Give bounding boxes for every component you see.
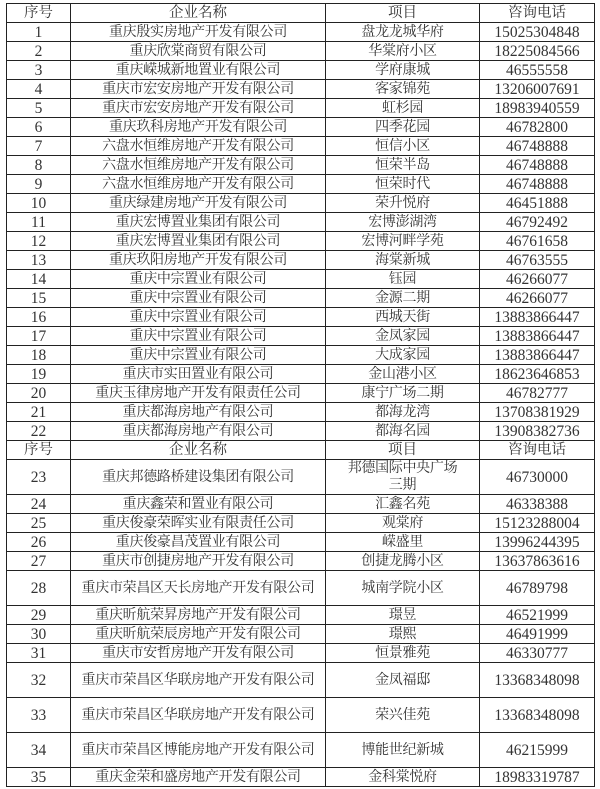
phone-number-cell: 15025304848: [480, 23, 595, 42]
company-name-cell: 重庆嵘城新地置业有限公司: [71, 61, 326, 80]
table-row: [7, 571, 595, 606]
phone-number-cell: 13883866447: [480, 308, 595, 327]
table-row: [7, 308, 595, 327]
header-serial-number: 序号: [7, 4, 71, 23]
project-name-cell: 恒荣半岛: [326, 156, 480, 175]
serial-number-cell: 15: [7, 289, 71, 308]
table-row: [7, 625, 595, 644]
company-name-cell: 重庆昕航荣昇房地产开发有限公司: [71, 606, 326, 625]
table-row: [7, 327, 595, 346]
phone-number-cell: 15123288004: [480, 514, 595, 533]
project-name-cell: 金源二期: [326, 289, 480, 308]
project-name-cell: 客家锦苑: [326, 80, 480, 99]
company-name-cell: 重庆都海房地产有限公司: [71, 422, 326, 441]
table-row: [7, 251, 595, 270]
project-name-cell: 西城天街: [326, 308, 480, 327]
project-name-cell: 虹杉园: [326, 99, 480, 118]
phone-number-cell: 46266077: [480, 270, 595, 289]
serial-number-cell: 7: [7, 137, 71, 156]
company-name-cell: 重庆市安哲房地产开发有限公司: [71, 644, 326, 663]
project-name-cell: 嵘盛里: [326, 533, 480, 552]
header-project: 项目: [326, 441, 480, 460]
table-header-row: [7, 4, 595, 23]
table-row: [7, 175, 595, 194]
project-name-cell: 创捷龙腾小区: [326, 552, 480, 571]
serial-number-cell: 26: [7, 533, 71, 552]
table-row: [7, 80, 595, 99]
project-name-cell: 金凤家园: [326, 327, 480, 346]
phone-number-cell: 13368348098: [480, 663, 595, 698]
serial-number-cell: 2: [7, 42, 71, 61]
project-name-cell: 钰园: [326, 270, 480, 289]
project-name-cell: 恒荣时代: [326, 175, 480, 194]
table-row: [7, 514, 595, 533]
table-row: [7, 118, 595, 137]
serial-number-cell: 10: [7, 194, 71, 213]
serial-number-cell: 1: [7, 23, 71, 42]
serial-number-cell: 8: [7, 156, 71, 175]
project-name-cell: 宏博河畔学苑: [326, 232, 480, 251]
serial-number-cell: 29: [7, 606, 71, 625]
serial-number-cell: 25: [7, 514, 71, 533]
project-name-cell: 璟昱: [326, 606, 480, 625]
serial-number-cell: 11: [7, 213, 71, 232]
serial-number-cell: 32: [7, 663, 71, 698]
table-row: [7, 365, 595, 384]
phone-number-cell: 13708381929: [480, 403, 595, 422]
phone-number-cell: 13637863616: [480, 552, 595, 571]
table-row: [7, 644, 595, 663]
phone-number-cell: 46521999: [480, 606, 595, 625]
table-row: [7, 698, 595, 733]
project-name-cell: 荣兴佳苑: [326, 698, 480, 733]
project-name-cell: 城南学院小区: [326, 571, 480, 606]
project-name-cell: 汇鑫名苑: [326, 495, 480, 514]
serial-number-cell: 12: [7, 232, 71, 251]
company-name-cell: 重庆市荣昌区博能房地产开发有限公司: [71, 733, 326, 768]
phone-number-cell: 46555558: [480, 61, 595, 80]
header-phone: 咨询电话: [480, 441, 595, 460]
real-estate-contact-table: [6, 3, 595, 787]
company-name-cell: 六盘水恒维房地产开发有限公司: [71, 175, 326, 194]
company-name-cell: 重庆都海房地产有限公司: [71, 403, 326, 422]
table-row: [7, 733, 595, 768]
table-row: [7, 606, 595, 625]
company-name-cell: 重庆邦德路桥建设集团有限公司: [71, 460, 326, 495]
company-name-cell: 重庆市荣昌区华联房地产开发有限公司: [71, 698, 326, 733]
project-name-cell: 华棠府小区: [326, 42, 480, 61]
phone-number-cell: 46792492: [480, 213, 595, 232]
header-project: 项目: [326, 4, 480, 23]
header-company-name: 企业名称: [71, 441, 326, 460]
serial-number-cell: 20: [7, 384, 71, 403]
project-name-cell: 宏博澎湖湾: [326, 213, 480, 232]
company-name-cell: 六盘水恒维房地产开发有限公司: [71, 156, 326, 175]
table-row: [7, 270, 595, 289]
phone-number-cell: 46748888: [480, 137, 595, 156]
table-row: [7, 232, 595, 251]
company-name-cell: 重庆中宗置业有限公司: [71, 327, 326, 346]
company-name-cell: 重庆玖科房地产开发有限公司: [71, 118, 326, 137]
project-name-cell: 都海龙湾: [326, 403, 480, 422]
serial-number-cell: 3: [7, 61, 71, 80]
serial-number-cell: 31: [7, 644, 71, 663]
project-name-cell: 邦德国际中央广场三期: [326, 460, 480, 495]
serial-number-cell: 27: [7, 552, 71, 571]
table-row: [7, 156, 595, 175]
phone-number-cell: 18983940559: [480, 99, 595, 118]
table-row: [7, 61, 595, 80]
table-row: [7, 403, 595, 422]
project-name-cell: 恒景雅苑: [326, 644, 480, 663]
project-name-cell: 都海名园: [326, 422, 480, 441]
phone-number-cell: 18623646853: [480, 365, 595, 384]
project-name-cell: 金科棠悦府: [326, 768, 480, 787]
serial-number-cell: 18: [7, 346, 71, 365]
company-name-cell: 重庆市荣昌区天长房地产开发有限公司: [71, 571, 326, 606]
table-row: [7, 42, 595, 61]
phone-number-cell: 46266077: [480, 289, 595, 308]
project-name-cell: 荣升悦府: [326, 194, 480, 213]
serial-number-cell: 30: [7, 625, 71, 644]
company-name-cell: 重庆欣棠商贸有限公司: [71, 42, 326, 61]
company-name-cell: 重庆俊豪荣晖实业有限责任公司: [71, 514, 326, 533]
company-name-cell: 六盘水恒维房地产开发有限公司: [71, 137, 326, 156]
phone-number-cell: 46215999: [480, 733, 595, 768]
table-row: [7, 384, 595, 403]
company-name-cell: 重庆中宗置业有限公司: [71, 270, 326, 289]
phone-number-cell: 13883866447: [480, 346, 595, 365]
serial-number-cell: 21: [7, 403, 71, 422]
company-name-cell: 重庆殷实房地产开发有限公司: [71, 23, 326, 42]
phone-number-cell: 18983319787: [480, 768, 595, 787]
company-name-cell: 重庆玉律房地产开发有限责任公司: [71, 384, 326, 403]
phone-number-cell: 13368348098: [480, 698, 595, 733]
project-name-cell: 大成家园: [326, 346, 480, 365]
project-name-cell: 康宁广场二期: [326, 384, 480, 403]
phone-number-cell: 46763555: [480, 251, 595, 270]
phone-number-cell: 46789798: [480, 571, 595, 606]
phone-number-cell: 13883866447: [480, 327, 595, 346]
phone-number-cell: 46330777: [480, 644, 595, 663]
company-name-cell: 重庆市实田置业有限公司: [71, 365, 326, 384]
serial-number-cell: 34: [7, 733, 71, 768]
project-name-cell: 盘龙龙城华府: [326, 23, 480, 42]
project-name-cell: 博能世纪新城: [326, 733, 480, 768]
table-body: [7, 4, 595, 787]
serial-number-cell: 17: [7, 327, 71, 346]
serial-number-cell: 6: [7, 118, 71, 137]
phone-number-cell: 46730000: [480, 460, 595, 495]
project-name-cell: 学府康城: [326, 61, 480, 80]
project-name-cell: 金山港小区: [326, 365, 480, 384]
serial-number-cell: 35: [7, 768, 71, 787]
serial-number-cell: 5: [7, 99, 71, 118]
project-name-cell: 海棠新城: [326, 251, 480, 270]
project-name-cell: 金凤福邸: [326, 663, 480, 698]
phone-number-cell: 46451888: [480, 194, 595, 213]
company-name-cell: 重庆中宗置业有限公司: [71, 346, 326, 365]
header-company-name: 企业名称: [71, 4, 326, 23]
phone-number-cell: 46338388: [480, 495, 595, 514]
header-phone: 咨询电话: [480, 4, 595, 23]
company-name-cell: 重庆昕航荣辰房地产开发有限公司: [71, 625, 326, 644]
serial-number-cell: 16: [7, 308, 71, 327]
table-row: [7, 289, 595, 308]
company-name-cell: 重庆金荣和盛房地产开发有限公司: [71, 768, 326, 787]
table-row: [7, 768, 595, 787]
company-name-cell: 重庆鑫荣和置业有限公司: [71, 495, 326, 514]
table-header-row: [7, 441, 595, 460]
company-name-cell: 重庆市宏安房地产开发有限公司: [71, 80, 326, 99]
table-row: [7, 346, 595, 365]
serial-number-cell: 22: [7, 422, 71, 441]
table-row: [7, 137, 595, 156]
serial-number-cell: 13: [7, 251, 71, 270]
phone-number-cell: 46761658: [480, 232, 595, 251]
table-row: [7, 460, 595, 495]
serial-number-cell: 23: [7, 460, 71, 495]
serial-number-cell: 28: [7, 571, 71, 606]
table-row: [7, 495, 595, 514]
phone-number-cell: 46748888: [480, 156, 595, 175]
phone-number-cell: 13206007691: [480, 80, 595, 99]
phone-number-cell: 46491999: [480, 625, 595, 644]
company-name-cell: 重庆俊豪昌茂置业有限公司: [71, 533, 326, 552]
phone-number-cell: 46782777: [480, 384, 595, 403]
serial-number-cell: 19: [7, 365, 71, 384]
serial-number-cell: 24: [7, 495, 71, 514]
company-name-cell: 重庆市宏安房地产开发有限公司: [71, 99, 326, 118]
table-row: [7, 663, 595, 698]
table-row: [7, 194, 595, 213]
header-serial-number: 序号: [7, 441, 71, 460]
project-name-cell: 恒信小区: [326, 137, 480, 156]
project-name-cell: 观棠府: [326, 514, 480, 533]
table-row: [7, 533, 595, 552]
table-row: [7, 552, 595, 571]
table-row: [7, 99, 595, 118]
serial-number-cell: 4: [7, 80, 71, 99]
serial-number-cell: 9: [7, 175, 71, 194]
phone-number-cell: 46782800: [480, 118, 595, 137]
company-name-cell: 重庆市荣昌区华联房地产开发有限公司: [71, 663, 326, 698]
project-name-cell: 四季花园: [326, 118, 480, 137]
phone-number-cell: 18225084566: [480, 42, 595, 61]
phone-number-cell: 13908382736: [480, 422, 595, 441]
company-name-cell: 重庆玖阳房地产开发有限公司: [71, 251, 326, 270]
real-estate-contact-table-container: [6, 3, 595, 787]
serial-number-cell: 33: [7, 698, 71, 733]
table-row: [7, 23, 595, 42]
company-name-cell: 重庆绿建房地产开发有限公司: [71, 194, 326, 213]
company-name-cell: 重庆市创捷房地产开发有限公司: [71, 552, 326, 571]
table-row: [7, 213, 595, 232]
company-name-cell: 重庆中宗置业有限公司: [71, 289, 326, 308]
phone-number-cell: 13996244395: [480, 533, 595, 552]
table-row: [7, 422, 595, 441]
project-name-cell: 璟熙: [326, 625, 480, 644]
serial-number-cell: 14: [7, 270, 71, 289]
company-name-cell: 重庆宏博置业集团有限公司: [71, 232, 326, 251]
company-name-cell: 重庆中宗置业有限公司: [71, 308, 326, 327]
company-name-cell: 重庆宏博置业集团有限公司: [71, 213, 326, 232]
phone-number-cell: 46748888: [480, 175, 595, 194]
